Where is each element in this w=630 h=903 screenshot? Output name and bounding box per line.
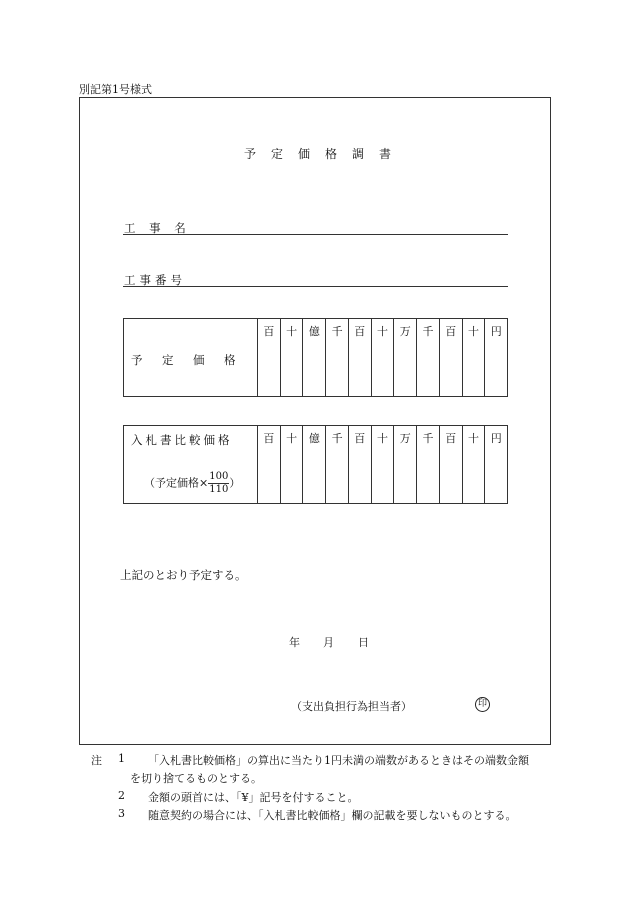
bid-compare-label-cell — [124, 426, 258, 503]
digit-cell[interactable]: 千 — [326, 426, 349, 503]
note-text: 金額の頭首には、「¥」記号を付すること。 — [148, 791, 359, 804]
seal-icon: 印 — [475, 697, 490, 712]
digit-cell[interactable]: 万 — [394, 319, 417, 396]
digit-cell[interactable]: 百 — [349, 426, 372, 503]
date-year-label: 年 — [289, 636, 300, 649]
digit-cell[interactable]: 十 — [463, 426, 486, 503]
formula-suffix: ） — [229, 476, 241, 490]
digit-cell[interactable]: 百 — [440, 426, 463, 503]
digit-cell[interactable]: 十 — [372, 426, 395, 503]
digit-cell[interactable]: 円 — [490, 432, 502, 445]
statement-text: 上記のとおり予定する。 — [120, 568, 247, 582]
digit-cell[interactable]: 百 — [349, 319, 372, 396]
bid-compare-label: 入札書比較価格 — [131, 433, 233, 447]
digit-cell[interactable]: 百 — [440, 319, 463, 396]
digit-cell[interactable]: 万 — [394, 426, 417, 503]
form-label: 別記第1号様式 — [79, 83, 152, 96]
formula-numerator: 100 — [209, 471, 229, 482]
formula-denominator: 110 — [209, 484, 229, 495]
note-number: 2 — [118, 789, 125, 802]
notes-prefix: 注 — [91, 754, 102, 767]
scheduled-price-label: 予 定 価 格 — [131, 353, 240, 367]
formula-prefix: （予定価格× — [144, 476, 209, 490]
officer-label: （支出負担行為担当者） — [291, 700, 412, 713]
project-name-label: 工 事 名 — [124, 221, 191, 235]
digit-cell[interactable]: 億 — [303, 426, 326, 503]
note-number: 3 — [118, 807, 125, 820]
digit-cell[interactable]: 円 — [490, 325, 502, 338]
project-number-line[interactable] — [123, 286, 508, 287]
document-frame — [79, 97, 551, 745]
digit-cell[interactable]: 百 — [258, 319, 281, 396]
formula-fraction — [208, 471, 229, 496]
note-number: 1 — [118, 752, 125, 765]
digit-cell[interactable]: 十 — [281, 426, 304, 503]
document-title: 予定価格調書 — [243, 147, 406, 161]
digit-cell[interactable]: 百 — [258, 426, 281, 503]
price-formula — [144, 471, 240, 496]
scheduled-price-label-cell — [124, 319, 258, 396]
digit-cell[interactable]: 億 — [303, 319, 326, 396]
digit-cell[interactable]: 千 — [417, 319, 440, 396]
note-text: 「入札書比較価格」の算出に当たり1円未満の端数があるときはその端数金額 — [148, 754, 529, 767]
digit-cell[interactable]: 千 — [417, 426, 440, 503]
digit-cell[interactable]: 十 — [463, 319, 486, 396]
note-text-continued: を切り捨てるものとする。 — [130, 772, 262, 785]
project-name-line[interactable] — [123, 234, 508, 235]
digit-cell[interactable]: 千 — [326, 319, 349, 396]
scheduled-price-table — [123, 318, 508, 397]
bid-compare-price-table — [123, 425, 508, 504]
date-month-label: 月 — [323, 636, 334, 649]
project-number-label: 工事番号 — [124, 273, 186, 287]
digit-cell[interactable]: 十 — [281, 319, 304, 396]
date-day-label: 日 — [358, 636, 369, 649]
note-text: 随意契約の場合には、「入札書比較価格」欄の記載を要しないものとする。 — [148, 809, 517, 822]
digit-cell[interactable]: 十 — [372, 319, 395, 396]
